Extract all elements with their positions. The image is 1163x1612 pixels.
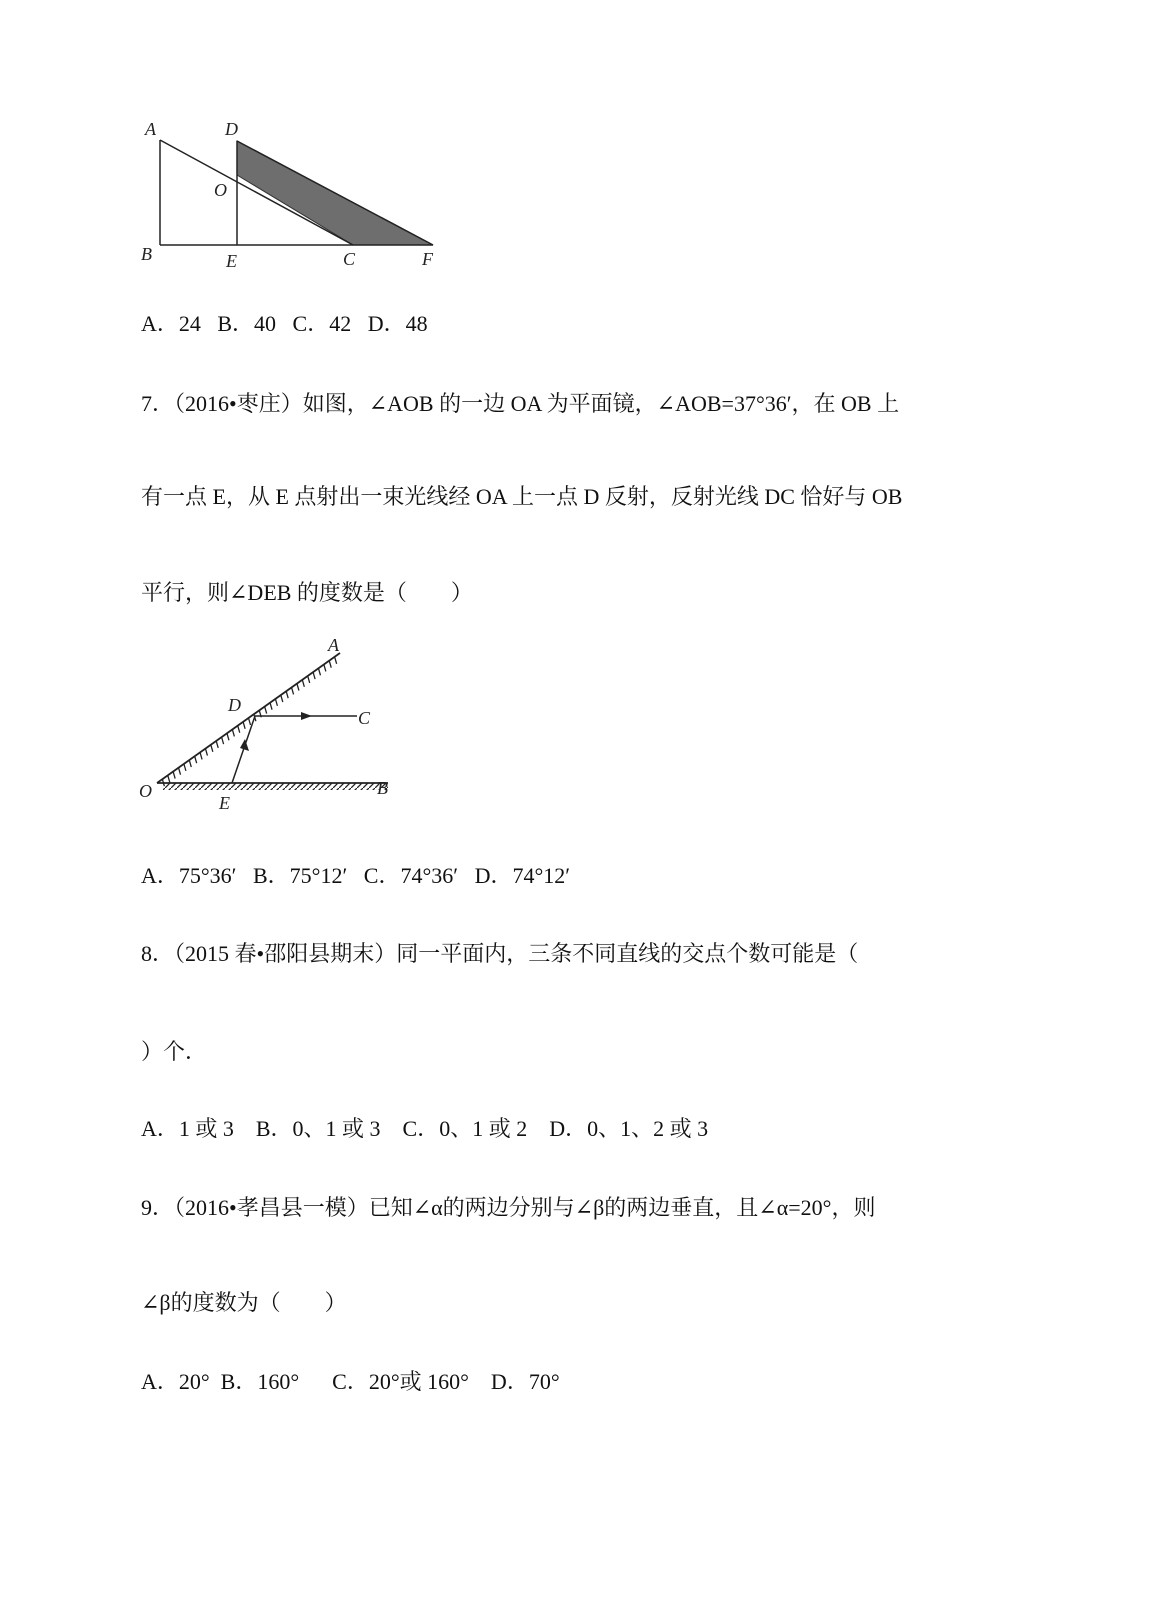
q8-options: A．1 或 3 B．0、1 或 3 C．0、1 或 2 D．0、1、2 或 3 xyxy=(141,1116,709,1141)
hatch-tick xyxy=(227,733,229,740)
hatch-tick xyxy=(324,664,326,671)
hatch-tick xyxy=(216,741,218,748)
hatch-tick xyxy=(329,661,331,668)
mirror-oa-hatch xyxy=(162,657,336,786)
q8-line-2: ）个． xyxy=(141,1039,208,1064)
hatch-tick xyxy=(243,722,245,729)
label-a: A xyxy=(328,635,339,655)
figure-triangles xyxy=(135,115,445,275)
hatch-tick xyxy=(222,737,224,744)
mirror-ob-hatch xyxy=(163,783,388,790)
hatch-tick xyxy=(232,729,234,736)
hatch-tick xyxy=(249,718,251,725)
q9-line-2: ∠β的度数为（ ） xyxy=(141,1290,347,1315)
hatch-tick xyxy=(189,760,191,767)
label-b: B xyxy=(141,244,152,264)
hatch-tick xyxy=(238,726,240,733)
label-c: C xyxy=(343,249,356,269)
ray-ed xyxy=(232,716,255,783)
hatch-tick xyxy=(313,672,315,679)
hatch-tick xyxy=(168,775,170,782)
hatch-tick xyxy=(270,703,272,710)
label-d: D xyxy=(228,695,241,715)
hatch-tick xyxy=(179,768,181,775)
hatch-tick xyxy=(286,691,288,698)
mirror-oa xyxy=(157,653,340,783)
hatch-tick xyxy=(211,745,213,752)
arrow-ed xyxy=(240,739,249,751)
q7-line-3: 平行，则∠DEB 的度数是（ ） xyxy=(141,580,473,605)
hatch-tick xyxy=(308,676,310,683)
hatch-tick xyxy=(318,668,320,675)
label-f: F xyxy=(422,249,433,269)
q7-options: A．75°36′ B．75°12′ C．74°36′ D．74°12′ xyxy=(141,863,571,888)
hatch-tick xyxy=(335,657,337,664)
label-e: E xyxy=(219,793,230,813)
q7-line-1: 7．（2016•枣庄）如图，∠AOB 的一边 OA 为平面镜，∠AOB=37°36′，在 OB 上 xyxy=(141,391,900,416)
label-e: E xyxy=(226,251,237,271)
hatch-tick xyxy=(184,764,186,771)
label-d: D xyxy=(225,119,238,139)
q6-options: A．24 B．40 C．42 D．48 xyxy=(141,311,428,336)
label-o: O xyxy=(139,781,152,801)
q7-line-2: 有一点 E，从 E 点射出一束光线经 OA 上一点 D 反射，反射光线 DC 恰好与 OB xyxy=(141,484,903,509)
hatch-tick xyxy=(173,772,175,779)
figure-mirror xyxy=(135,632,400,817)
hatch-tick xyxy=(200,752,202,759)
hatch-tick xyxy=(292,687,294,694)
q9-line-1: 9．（2016•孝昌县一模）已知∠α的两边分别与∠β的两边垂直，且∠α=20°，则 xyxy=(141,1195,876,1220)
hatch-tick xyxy=(265,707,267,714)
hatch-tick xyxy=(195,756,197,763)
label-c: C xyxy=(358,708,371,728)
hatch-tick xyxy=(275,699,277,706)
hatch-tick xyxy=(281,695,283,702)
q8-line-1: 8．（2015 春•邵阳县期末）同一平面内，三条不同直线的交点个数可能是（ xyxy=(141,941,859,966)
q9-options: A．20° B．160° C．20°或 160° D．70° xyxy=(141,1369,560,1394)
label-b: B xyxy=(377,778,388,798)
label-o: O xyxy=(214,180,227,200)
arrow-dc xyxy=(301,712,312,720)
hatch-tick xyxy=(205,749,207,756)
hatch-tick xyxy=(302,680,304,687)
label-a: A xyxy=(145,119,156,139)
hatch-tick xyxy=(297,684,299,691)
